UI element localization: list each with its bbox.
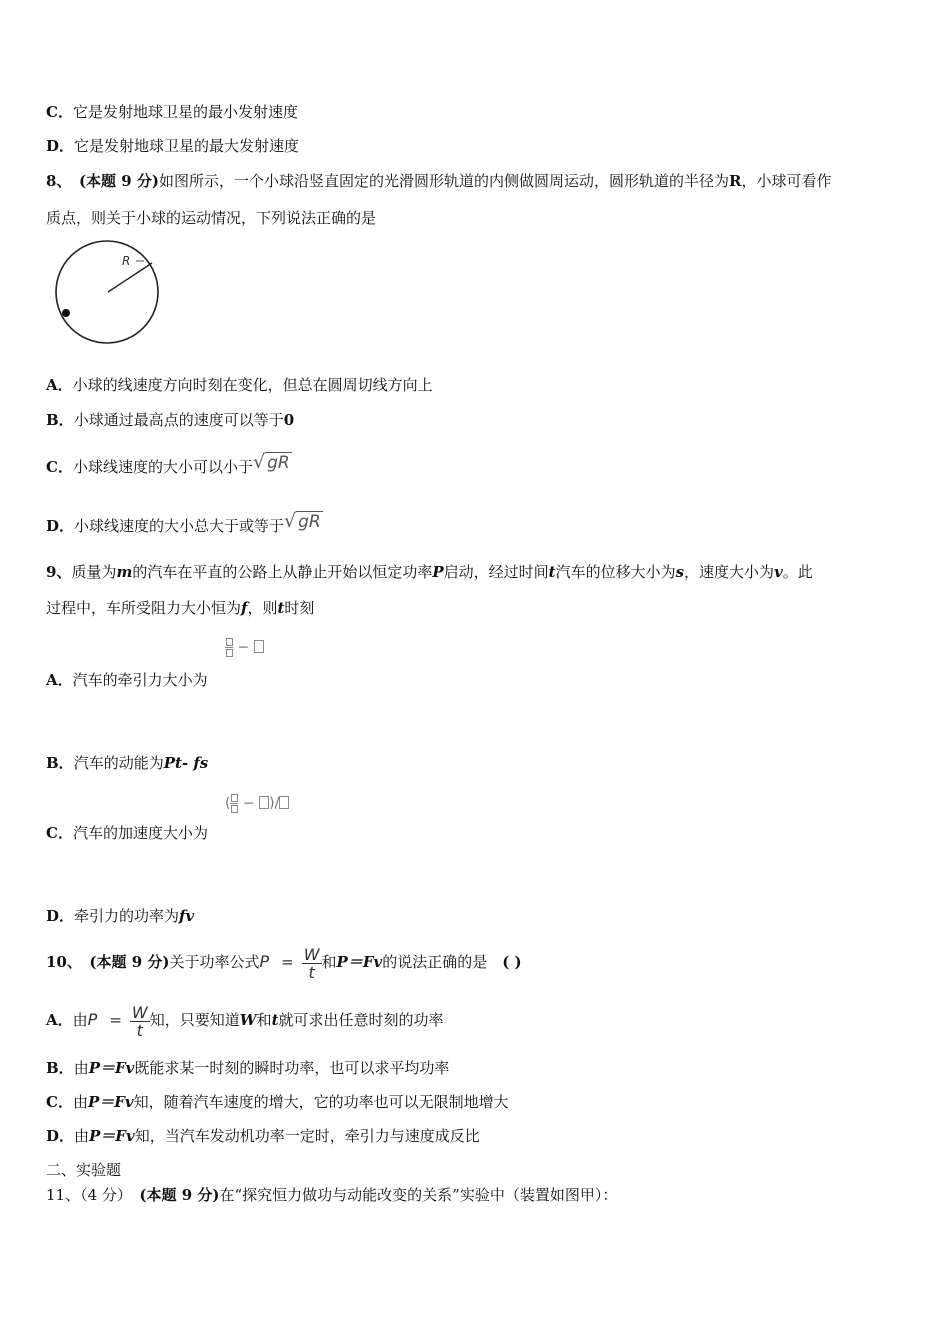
stem-text: ，速度大小为: [684, 563, 775, 581]
option-text: 由: [72, 1011, 88, 1029]
var-v: v: [774, 563, 783, 581]
var-t: t: [548, 563, 556, 581]
option-text: 由: [72, 1093, 88, 1111]
formula-pfv: P＝Fv: [87, 1093, 134, 1111]
formula-fraction: $\frac{W}{t}$: [303, 944, 320, 982]
broken-formula-image: −: [225, 638, 264, 657]
var-s: s: [675, 563, 685, 581]
q9-option-a: [46, 670, 208, 690]
option-text: 知，随着汽车速度的增大，它的功率也可以无限制地增大: [133, 1093, 509, 1111]
option-text: 汽车的加速度大小为: [72, 824, 208, 842]
option-letter: C．: [46, 1093, 73, 1111]
stem-text: 汽车的位移大小为: [555, 563, 676, 581]
q8-option-a: [46, 375, 433, 395]
var-r: R: [729, 172, 742, 190]
stem-text: ，则: [247, 599, 278, 617]
option-text: 由: [74, 1127, 90, 1145]
sqrt-formula: √ gR: [252, 451, 290, 473]
option-letter: D．: [46, 137, 75, 155]
option-letter: D．: [46, 517, 75, 535]
option-text: 由: [73, 1059, 89, 1077]
option-text: 知，当汽车发动机功率一定时，牵引力与速度成反比: [134, 1127, 480, 1145]
formula-p: P: [259, 952, 270, 971]
option-letter: C．: [46, 103, 73, 121]
var-t: t: [277, 599, 285, 617]
option-letter: B．: [46, 754, 74, 772]
formula-pfv: P＝Fv: [88, 1059, 135, 1077]
option-letter: B．: [46, 1059, 74, 1077]
q8-option-d: [46, 511, 323, 536]
stem-text: 和: [321, 953, 337, 971]
option-text: 就可求出任意时刻的功率: [278, 1011, 444, 1029]
stem-text: 质量为: [71, 563, 117, 581]
formula-fraction: $\frac{W}{t}$: [131, 1002, 148, 1040]
option-text: 小球的线速度方向时刻在变化，但总在圆周切线方向上: [72, 376, 433, 394]
q10-stem: [46, 944, 522, 981]
q10-option-a: [46, 1002, 444, 1039]
option-formula: Pt- fs: [163, 754, 209, 772]
option-formula: fv: [179, 907, 195, 925]
option-text: 和: [256, 1011, 272, 1029]
formula-pfv: P＝Fv: [336, 953, 383, 971]
stem-text: 质点，则关于小球的运动情况，下列说法正确的是: [46, 209, 377, 227]
formula-equals: =: [281, 953, 294, 971]
option-letter: D．: [46, 907, 75, 925]
q10-option-c: [46, 1092, 509, 1112]
option-text: 既能求某一时刻的瞬时功率，也可以求平均功率: [134, 1059, 450, 1077]
stem-text: 在“探究恒力做功与动能改变的关系”实验中（装置如图甲）：: [219, 1186, 618, 1204]
stem-text: 时刻: [284, 599, 315, 617]
formula-equals: =: [109, 1011, 122, 1029]
q7-option-d: [46, 136, 299, 156]
q8-stem-line1: [46, 171, 832, 191]
var-m: m: [116, 563, 133, 581]
option-letter: A．: [46, 671, 73, 689]
q9-stem-line2: [46, 598, 314, 618]
formula-pfv: P＝Fv: [89, 1127, 135, 1145]
option-text: 知，只要知道: [149, 1011, 240, 1029]
question-points: (本题 9 分): [89, 953, 170, 971]
option-letter: C．: [46, 824, 73, 842]
stem-text: 启动，经过时间: [443, 563, 549, 581]
question-score: （4 分）: [80, 1186, 132, 1204]
option-letter: A．: [46, 376, 73, 394]
q8-stem-line2: [46, 208, 376, 228]
broken-formula-image: ( − )/: [225, 794, 289, 813]
option-text: 牵引力的功率为: [74, 907, 180, 925]
option-value: 0: [283, 411, 295, 429]
formula-p: P: [87, 1010, 98, 1029]
option-text: 小球线速度的大小总大于或等于: [74, 517, 285, 535]
sqrt-formula: √ gR: [284, 510, 321, 532]
option-letter: B．: [46, 411, 74, 429]
option-letter: D．: [46, 1127, 75, 1145]
option-text: 它是发射地球卫星的最小发射速度: [72, 103, 298, 121]
option-text: 汽车的动能为: [73, 754, 164, 772]
stem-text: 关于功率公式: [169, 953, 260, 971]
var-t: t: [271, 1011, 279, 1029]
option-letter: C．: [46, 458, 73, 476]
section-title: 二、实验题: [46, 1161, 122, 1179]
stem-text: 的说法正确的是: [382, 953, 488, 971]
q8-option-b: [46, 410, 294, 430]
question-number: 9、: [46, 563, 72, 581]
q9-option-d: [46, 906, 194, 926]
var-w: W: [239, 1011, 257, 1029]
ball-dot: [62, 309, 70, 317]
answer-paren: ( ): [502, 953, 522, 971]
radius-label: R: [122, 254, 131, 268]
q10-option-d: [46, 1126, 480, 1146]
option-text: 它是发射地球卫星的最大发射速度: [74, 137, 300, 155]
var-p: P: [432, 563, 444, 581]
circular-track-figure: [50, 236, 165, 348]
option-text: 小球线速度的大小可以小于: [72, 458, 253, 476]
question-points: (本题 9 分): [78, 172, 160, 190]
track-circle: [56, 241, 158, 343]
stem-text: 如图所示，一个小球沿竖直固定的光滑圆形轨道的内侧做圆周运动，圆形轨道的半径为: [159, 172, 730, 190]
stem-text: 的汽车在平直的公路上从静止开始以恒定功率: [132, 563, 433, 581]
var-f: f: [241, 599, 248, 617]
stem-text: 。此: [782, 563, 813, 581]
option-text: 汽车的牵引力大小为: [72, 671, 208, 689]
q11-stem: [46, 1185, 617, 1205]
q9-stem-line1: [46, 562, 813, 582]
question-number: 11、: [46, 1186, 81, 1204]
option-letter: A．: [46, 1011, 73, 1029]
q9-option-b: [46, 753, 208, 773]
stem-text: 过程中，车所受阻力大小恒为: [46, 599, 242, 617]
q7-option-c: [46, 102, 298, 122]
question-points: (本题 9 分): [139, 1186, 220, 1204]
question-number: 10、: [46, 953, 82, 971]
q9-option-c: [46, 823, 208, 843]
question-number: 8、: [46, 172, 72, 190]
stem-text: ，小球可看作: [741, 172, 832, 190]
q8-option-c: [46, 452, 292, 477]
q10-option-b: [46, 1058, 449, 1078]
option-text: 小球通过最高点的速度可以等于: [73, 411, 284, 429]
